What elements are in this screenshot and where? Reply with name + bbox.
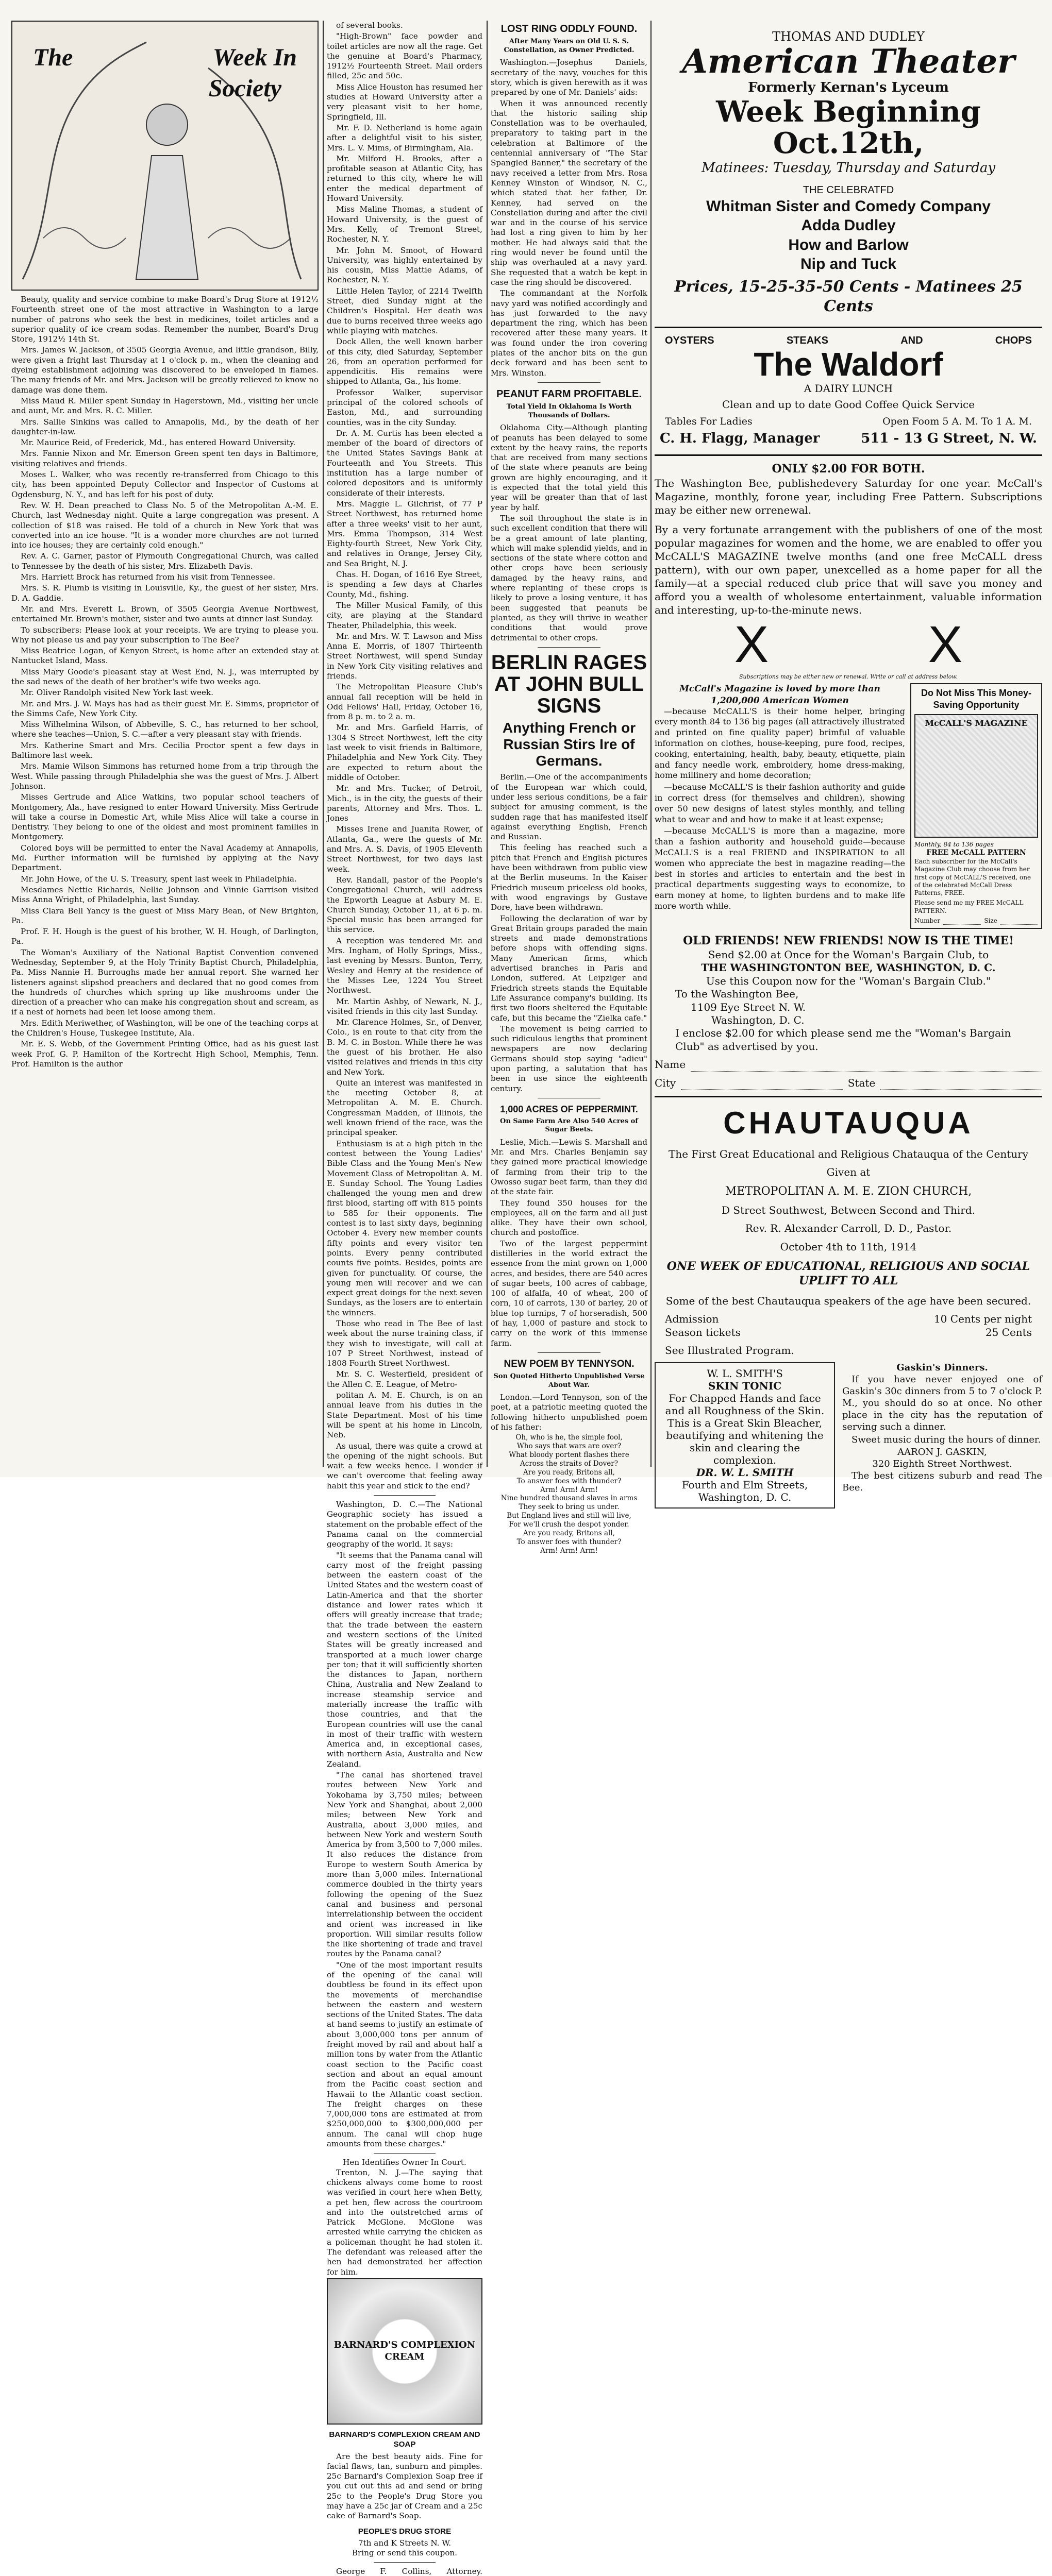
peanut-headline: PEANUT FARM PROFITABLE.: [496, 388, 642, 400]
poem-headline: NEW POEM BY TENNYSON.: [504, 1358, 634, 1369]
celebrated: THE CELEBRATFD: [803, 184, 894, 196]
poem-line: Oh, who is he, the simple fool,: [515, 1433, 623, 1442]
society-item: Mrs. Harriett Brock has returned from his visit from Tennessee.: [21, 572, 275, 582]
name-label: Name: [655, 1058, 686, 1071]
bring-coupon: Bring or send this coupon.: [352, 2548, 458, 2558]
ring-headline: LOST RING ODDLY FOUND.: [500, 23, 638, 35]
city-field[interactable]: [681, 1077, 843, 1090]
cream-text: Are the best beauty aids. Fine for facial flaws, tan, sunburn and pimples. 25c Barnard's Complexion Soap free if you cut out this ad and send or bring 25c to the People's Drug Store you may have a 25c jar of Cream and a 25c cake of Barnard's Soap.: [327, 2451, 482, 2521]
do-not-miss: Do Not Miss This Money-Saving Opportunity: [921, 688, 1031, 710]
society-item: Mrs. Sallie Sinkins was called to Annapolis, Md., by the death of her daughter-in-law.: [11, 417, 319, 436]
canal-paragraph: "It seems that the Panama canal will carry most of the freight passing between the eastern coast of the United States and the western coast of Latin-America and that the shorter distance and lower rates which it offers will greatly increase that trade; that the trade between the eastern and western sections of the United States will be greatly increased and transported at a much lower charge per ton; that it will sufficiently shorten the distances to Japan, northern China, Australia and New Zealand to increase steamship service and materially increase the traffic with those countries, and that the European countries will use the canal in most of their traffic with western America and, in exceptional cases, with northern Asia, Australia and New Zealand.: [327, 1550, 482, 1769]
waldorf-name: The Waldorf: [754, 346, 943, 383]
one-week: ONE WEEK OF EDUCATIONAL, RELIGIOUS AND SOCIAL UPLIFT TO ALL: [666, 1259, 1030, 1287]
loved-by: McCall's Magazine is loved by more than 1,200,000 American Women: [679, 684, 880, 706]
berlin-headline: BERLIN RAGES AT JOHN BULL SIGNS: [491, 651, 647, 717]
society-item: Rev. W. H. Dean preached to Class No. 5 of the Metropolitan A.-M. E. Church, last Wednesday night. Quite a large congregation was present. A collection of $18 was raised. He told of a church in New York that was converted into an ice house. "It is a wonder more churches are not turned into ice houses; they are certainly cold enough.": [11, 500, 319, 550]
tonic-maker: W. L. SMITH'S: [707, 1367, 783, 1380]
society-item: Mr. Milford H. Brooks, after a profitable season at Atlantic City, has returned to this city, where he will enter the medical department of Howard University.: [327, 154, 482, 204]
theater-name: American Theater: [682, 42, 1015, 81]
legal-notice-paragraph: George F. Collins, Attorney.: [336, 2567, 482, 2576]
canal-paragraph: "The canal has shortened travel routes between New York and Yokohama by 3,750 miles; between New York and Shanghai, about 2,000 miles; between New York and Australia, about 3,000 miles, and between New York and western South America by from 3,500 to 7,000 miles. It also reduces the distance from Europe to western South America by more than 5,000 miles. International commerce doubled in the thirty years following the opening of the Suez canal and business and personal interrelationship between the occident and orient was increased in like proportion. Will similar results follow the like shortening of trade and travel routes by the Panama canal?: [327, 1770, 482, 1959]
society-item: Mrs. Fannie Nixon and Mr. Emerson Green spent ten days in Baltimore, visiting relatives and friends.: [11, 449, 319, 468]
column-1: [11, 21, 319, 1463]
article-paragraph: This feeling has reached such a pitch that French and English pictures have been withdrawn from public view at the Berlin museums. In the Kaiser Friedrich museum priceless old books, with wood engravings by Gustave Dore, have been withdrawn.: [491, 843, 647, 912]
poem-line: To answer foes with thunder?: [516, 1477, 622, 1485]
society-item: Mrs. Mamie Wilson Simmons has returned home from a trip through the West. While passing through Philadelphia she was the guest of Mrs. J. Albert Johnson.: [11, 761, 319, 791]
poem-line: They seek to bring us under.: [519, 1503, 620, 1512]
poem-line: To answer foes with thunder?: [516, 1537, 622, 1546]
american-theater-ad: [655, 21, 1042, 320]
article-paragraph: The commandant at the Norfolk navy yard was notified accordingly and has just forwarded to the navy department the ring, which has been recovered after these many years. It was found under the iron covering plates of the anchor bits on the gun deck forward and has been sent to Mrs. Winston.: [491, 289, 647, 378]
first-great: The First Great Educational and Religious Chatauqua of the Century: [668, 1148, 1029, 1161]
tables-ladies: Tables For Ladies: [665, 416, 753, 428]
berlin-article: [491, 772, 647, 1094]
prices: Prices, 15-25-35-50 Cents - Matinees 25 Cents: [674, 277, 1023, 315]
society-item: Mrs. James W. Jackson, of 3505 Georgia Avenue, and little grandson, Billy, were given a fright last Thursday at 1 o'clock p. m., when the cleaning and dyeing establishment adjoining was discovered to be enveloped in flames. The many friends of Mr. and Mrs. Jackson will be greatly relieved to know no damage was done them.: [11, 345, 319, 395]
article-paragraph: The soil throughout the state is in such excellent condition that there will be a great amount of late planting, which will make splendid yields, and in sections of the state where cotton and other crops have been seriously damaged by the heavy rains, and where replanting of these crops is likely to prove a losing venture, it has been suggested that peanuts be planted, as they will thrive in weather conditions that would prove detrimental to other crops.: [491, 513, 647, 642]
ring-subhead: After Many Years on Old U. S. S. Constellation, as Owner Predicted.: [504, 38, 634, 54]
column-rule: [323, 21, 324, 1467]
gaskin-ad: [842, 1362, 1042, 1509]
article-paragraph: Washington.—Josephus Daniels, secretary of the navy, vouches for this story, which is given herewith as it was prepared by one of Mr. Daniels' aids:: [491, 58, 647, 97]
chautauqua-title: CHAUTAUQUA: [723, 1105, 974, 1140]
poem-subhead: Son Quoted Hitherto Unpublished Verse About War.: [493, 1372, 645, 1389]
poem-line: Nine hundred thousand slaves in arms: [500, 1494, 638, 1503]
gaskin-music: Sweet music during the hours of dinner.: [851, 1434, 1041, 1445]
society-item: Dr. A. M. Curtis has been elected a member of the board of directors of the United States Savings Bank at Fourteenth and You Streets. This institution has a large number of colored depositors and is uniformly considerate of their interests.: [327, 428, 482, 498]
waldorf-address: 511 - 13 G Street, N. W.: [861, 430, 1037, 446]
tonic-city: Washington, D. C.: [698, 1491, 792, 1504]
tonic-text: For Chapped Hands and face and all Roughness of the Skin. This is a Great Skin Bleacher, beautifying and whitening the skin and clearing the complexion.: [665, 1392, 825, 1467]
adda-dudley: Adda Dudley: [801, 217, 896, 234]
poem-line: Are you ready, Britons all,: [523, 1529, 615, 1537]
washington-bee: THE WASHINGTONTON BEE, WASHINGTON, D. C.: [701, 961, 996, 974]
peppermint-article: [491, 1138, 647, 1348]
because-item: —because McCALL'S is their home helper, bringing every month 84 to 136 big pages (all attractively illustrated and printed on fine quality paper) brimful of valuable information on clothes, house-keeping, pure food, recipes, cooking, entertaining, health, baby, beauty, etiquette, plain and fancy needle work, embroidery, home dress-making, home millinery and home decoration;: [655, 706, 905, 781]
to-the-bee: To the Washington Bee,: [675, 988, 799, 1001]
d-street: D Street Southwest, Between Second and Third.: [722, 1204, 975, 1216]
size-label: Size: [984, 917, 997, 924]
society-item: Colored boys will be permitted to enter the Naval Academy at Annapolis, Md. Further information will be furnished by applying at the Navy Department.: [11, 843, 319, 873]
drug-store-name: PEOPLE'S DRUG STORE: [358, 2527, 452, 2536]
society-item: Miss Maud R. Miller spent Sunday in Hagerstown, Md., visiting her uncle and aunt, Mr. and Mrs. R. C. Miller.: [11, 396, 319, 416]
mccall-cover: [914, 714, 1038, 838]
society-item: Mesdames Nettie Richards, Nellie Johnson and Vinnie Garrison visited Miss Anna Wright, of Philadelphia, last Sunday.: [11, 885, 319, 905]
gaskin-headline: Gaskin's Dinners.: [896, 1362, 988, 1374]
gaskin-address: 320 Eighth Street Northwest.: [872, 1459, 1012, 1470]
society-item: Mr. and Mrs. Everett L. Brown, of 3505 Georgia Avenue Northwest, entertained Mr. Brown's mother, sister and two aunts at dinner last Sunday.: [11, 604, 319, 624]
steaks-label: STEAKS: [786, 335, 828, 347]
society-item: Mr. E. S. Webb, of the Government Printing Office, had as his guest last week Prof. G. P. Hamilton of the Kortrecht High School, Memphis, Tenn. Prof. Hamilton is the author: [11, 1039, 319, 1069]
society-item: Mr. Maurice Reid, of Frederick, Md., has entered Howard University.: [21, 438, 296, 448]
admission-label: Admission: [665, 1313, 719, 1326]
peanut-subhead: Total Yield In Oklahoma Is Worth Thousands of Dollars.: [506, 403, 632, 419]
nip-tuck: Nip and Tuck: [800, 256, 897, 273]
name-field[interactable]: [691, 1058, 1042, 1071]
peppermint-subhead: On Same Farm Are Also 540 Acres of Sugar Beets.: [500, 1117, 638, 1134]
society-item: The Woman's Auxiliary of the National Baptist Convention convened Wednesday, September 9, at the Holy Trinity Baptist Church, Philadelphia, Pa. Miss Nannie H. Burroughs made her annual report. She warned her listeners against slipshod preachers and declared that no good comes from the hundreds of churches which spring up like mushrooms under the direction of a preacher who can make his congregation shout and scream, as if a nest of hornets had been let loose among them.: [11, 947, 319, 1017]
society-item: Mrs. Katherine Smart and Mrs. Cecilia Proctor spent a few days in Baltimore last week.: [11, 740, 319, 760]
society-item: Misses Irene and Juanita Rower, of Atlanta, Ga., were the guests of Mr. and Mrs. A. S. Davis, of 1905 Eleventh Street Northwest, for two days last week.: [327, 824, 482, 874]
dairy-lunch: A DAIRY LUNCH: [804, 382, 893, 395]
society-item: Moses L. Walker, who was recently re-transferred from Chicago to this city, has been appointed Deputy Collector and Inspector of Customs at Ogdensburg, N. Y., and has left for his post of duty.: [11, 470, 319, 499]
free-pattern: FREE McCALL PATTERN: [926, 849, 1026, 857]
skin-tonic-ad: [655, 1362, 835, 1509]
oysters-label: OYSTERS: [665, 335, 714, 347]
poem-intro: London.—Lord Tennyson, son of the poet, at a patriotic meeting quoted the following hitherto unpublished poem of his father:: [491, 1393, 647, 1432]
and-label: AND: [900, 335, 923, 347]
only-text: The Washington Bee, publishedevery Saturday for one year. McCall's Magazine, monthly, forone year, including Free Pattern. Subscriptions may be either new orrenewal.: [655, 477, 1042, 516]
gaskin-name: AARON J. GASKIN,: [897, 1447, 987, 1458]
season-price: 25 Cents: [985, 1326, 1032, 1338]
society-item: Beauty, quality and service combine to make Board's Drug Store at 1912½ Fourteenth street one of the most attractive in Washington to a large number of patrons who seek the best in medicines, toilet articles and a superior quality of ice cream sodas. Remember the number, Board's Drug Store, 1912½ 14th St.: [11, 295, 319, 344]
masthead-title-word: Society: [208, 75, 281, 102]
theater-owners: THOMAS AND DUDLEY: [772, 29, 925, 44]
society-item: Those who read in The Bee of last week about the nurse training class, if they wish to investigate, will call at 107 P Street Northwest, instead of 1808 Fourth Street Northwest.: [327, 1319, 482, 1368]
monthly-pages: Monthly, 84 to 136 pages: [914, 841, 994, 849]
society-item: Miss Wilhelmina Wilson, of Abbeville, S. C., has returned to her school, where she teaches—Union, S. C.—after a very pleasant stay with friends.: [11, 720, 319, 739]
society-item: Mr. S. C. Westerfield, president of the Allen C. E. League, of Metro-: [327, 1369, 482, 1389]
society-item: "High-Brown" face powder and toilet articles are now all the rage. Get the genuine at Board's Pharmacy, 1912½ Fourteenth Street. Mail orders filled, 25c and 50c.: [327, 31, 482, 81]
society-item: of several books.: [336, 21, 403, 30]
money-saving-box: [910, 683, 1042, 929]
society-item: Miss Mary Goode's pleasant stay at West End, N. J., was interrupted by the sad news of the death of her brother's wife two weeks ago.: [11, 667, 319, 686]
send-two-dollars: Send $2.00 at Once for the Woman's Bargain Club, to: [708, 948, 989, 961]
society-items: [11, 295, 319, 1069]
enclose-text: I enclose $2.00 for which please send me the "Woman's Bargain Club" as advertised by you.: [675, 1027, 1011, 1053]
state-field[interactable]: [880, 1077, 1042, 1090]
chops-label: CHOPS: [995, 335, 1032, 347]
given-at: Given at: [826, 1166, 871, 1179]
arrangement-text: By a very fortunate arrangement with the publishers of one of the most popular magazines for women and the home, we are enabled to offer you McCALL'S MAGAZINE twelve months (and one free McCALL dress pattern), with our own paper, unexcelled as a home paper for all the family—at a special reduced club price that will save you money and afford you a wealth of wholesome entertainment, valuable information and interesting, up-to-the-minute news.: [655, 523, 1042, 616]
society-item: Mr. John Howe, of the U. S. Treasury, spent last week in Philadelphia.: [21, 874, 297, 884]
manager: C. H. Flagg, Manager: [660, 430, 820, 446]
society-item: Mr. and Mrs. Garfield Harris, of 1304 S Street Northwest, left the city last week to visit friends in Baltimore, Philadelphia and New York City. They are expected to return about the middle of October.: [327, 723, 482, 782]
society-item: Prof. F. H. Hough is the guest of his brother, W. H. Hough, of Darlington, Pa.: [11, 927, 319, 946]
column-2: [327, 21, 482, 2576]
society-item: Rev. A. C. Garner, pastor of Plymouth Congregational Church, was called to Tennessee by the death of his sister, Mrs. Elizabeth Davis.: [11, 551, 319, 571]
poem-line: Arm! Arm! Arm!: [540, 1546, 598, 1555]
society-item: Mr. Oliver Randolph visited New York last week.: [21, 688, 213, 698]
admission-price: 10 Cents per night: [933, 1313, 1032, 1326]
x-mark-right: X: [928, 616, 963, 673]
how-barlow: How and Barlow: [788, 236, 909, 253]
gaskin-footer: The best citizens suburb and read The Bee.: [842, 1470, 1042, 1494]
article-paragraph: They found 350 houses for the employees, all on the farm and all just alike. They have their own school, church and postoffice.: [491, 1198, 647, 1238]
gaskin-text: If you have never enjoyed one of Gaskin's 30c dinners from 5 to 7 o'clock P. M., you should do so at once. No other place in the city has the reputation of serving such a dinner.: [842, 1374, 1042, 1432]
peppermint-headline: 1,000 ACRES OF PEPPERMINT.: [500, 1104, 638, 1114]
society-item: Little Helen Taylor, of 2214 Twelfth Street, died Sunday night at the Children's Hospital. Her death was due to burns received three weeks ago while playing with matches.: [327, 286, 482, 335]
tonic-street: Fourth and Elm Streets,: [681, 1479, 808, 1492]
see-program: See Illustrated Program.: [665, 1344, 794, 1357]
poem-line: Arm! Arm! Arm!: [540, 1485, 598, 1494]
poem-line: But England lives and still will live,: [507, 1512, 631, 1520]
use-coupon: Use this Coupon now for the "Woman's Bargain Club.": [706, 974, 991, 987]
number-label: Number: [914, 917, 941, 924]
canal-paragraph: Washington, D. C.—The National Geographic society has issued a statement on the probable effect of the Panama canal on the commercial geography of the world. It says:: [327, 1500, 482, 1549]
society-item: A reception was tendered Mr. and Mrs. Ingham, of Holly Springs, Miss., last evening by Messrs. Bunton, Terry, Wesley and Henry at the residence of the Misses Lee, 1224 You Street Northwest.: [327, 936, 482, 995]
society-masthead-illustration: [11, 21, 319, 291]
article-paragraph: Leslie, Mich.—Lewis S. Marshall and Mr. and Mrs. Charles Benjamin say they gained more practical knowledge of farming from their trip to the Owosso sugar beet farm, than they did at the state fair.: [491, 1137, 647, 1197]
metropolitan-church: METROPOLITAN A. M. E. ZION CHURCH,: [725, 1184, 972, 1198]
society-items-continued: [327, 21, 482, 2576]
number-field[interactable]: [943, 917, 981, 925]
only-two-dollars: ONLY $2.00 FOR BOTH.: [772, 462, 925, 476]
society-item: Mr. F. D. Netherland is home again after a delightful visit to his sister, Mrs. L. V. Mims, of Birmingham, Ala.: [327, 123, 482, 152]
society-item: Mr. and Mrs. J. W. Mays has had as their guest Mr. E. Simms, proprietor of the Simms Cafe, New York City.: [11, 699, 319, 718]
size-field[interactable]: [1000, 917, 1038, 925]
week-beginning: Week Beginning Oct.12th,: [716, 94, 981, 161]
article-paragraph: politan A. M. E. Church, is on an annual leave from his duties in the State Department. Most of his time will be spent at his home in Lincoln, Neb.: [327, 1391, 482, 1440]
ring-article: [491, 58, 647, 378]
eye-street: 1109 Eye Street N. W.: [691, 1001, 806, 1013]
mccall-cover-title: McCALL'S MAGAZINE: [925, 718, 1028, 728]
society-item: Miss Beatrice Logan, of Kenyon Street, is home after an extended stay at Nantucket Island, Mass.: [11, 646, 319, 666]
because-item: —because McCALL'S is their fashion authority and guide in correct dress (for themselves and children), showing over 50 new designs of latest styles monthly, and telling what to wear and and how to make it at least expense;: [655, 782, 905, 824]
season-label: Season tickets: [665, 1326, 741, 1338]
tonic-name: SKIN TONIC: [708, 1380, 782, 1393]
city-label: City: [655, 1076, 676, 1089]
society-item: Mr. and Mrs. Tucker, of Detroit, Mich., is in the city, the guests of their parents, Attorney and Mrs. Thos. L. Jones: [327, 784, 482, 823]
mccall-ad: [655, 462, 1042, 1090]
column-rule: [487, 21, 488, 1467]
whitman-sisters: Whitman Sister and Comedy Company: [706, 197, 991, 215]
cream-headline: BARNARD'S COMPLEXION CREAM AND SOAP: [329, 2430, 480, 2449]
society-item: The Miller Musical Family, of this city, are playing at the Standard Theater, Philadelphia, this week.: [327, 600, 482, 630]
poem-verse: [491, 1433, 647, 1555]
hen-headline: Hen Identifies Owner In Court.: [343, 2158, 466, 2167]
society-item: Mr. and Mrs. W. T. Lawson and Miss Anna E. Morris, of 1807 Thirteenth Street Northwest, will spend Sunday in New York City visiting relatives and friends.: [327, 631, 482, 681]
poem-line: Who says that wars are over?: [516, 1442, 622, 1451]
article-paragraph: The movement is being carried to such ridiculous lengths that prominent newspapers are now declaring Germans should stop saying "adieu" upon parting, a salutation that has been in use since the eighteenth century.: [491, 1024, 647, 1093]
poem-line: What bloody portent flashes there: [509, 1451, 629, 1460]
society-item: Chas. H. Dogan, of 1616 Eye Street, is spending a few days at Charles County, Md., fishing.: [327, 570, 482, 599]
tonic-doctor: DR. W. L. SMITH: [696, 1466, 794, 1479]
clean-line: Clean and up to date Good Coffee Quick Service: [722, 398, 975, 411]
article-paragraph: When it was announced recently that the historic sailing ship Constellation was to be overhauled, preparatory to taking part in the celebration at Baltimore of the centennial anniversary of "The Star Spangled Banner," the secretary of the navy received a letter from Mrs. Rosa Kenney Winston of Windsor, N. C., which stated that her father, Dr. Kenney, had served on the Constellation during and after the civil war and in the course of his service had lost a ring given to him by her mother. He had always said that the ring would never be found until the ship was overhauled at a navy yard. She requested that a watch be kept in case the ring should be discovered.: [491, 98, 647, 287]
society-item: Professor Walker, supervisor principal of the colored schools of Easton, Md., and surrounding counties, was in the city Sunday.: [327, 387, 482, 427]
article-paragraph: Oklahoma City.—Although planting of peanuts has been delayed to some extent by the heavy rains, the reports that are received from many sections of the state where peanuts are being grown are highly encouraging, and it is expected that the total yield this year will be greater than that of last year by half.: [491, 423, 647, 512]
chautauqua-ad: [655, 1104, 1042, 1358]
society-item: Mrs. Edith Meriwether, of Washington, will be one of the teaching corps at the Children's House, Tuskegee Institute, Ala.: [11, 1018, 319, 1038]
society-item: The Metropolitan Pleasure Club's annual fall reception will be held in Odd Fellows' Hall, Friday, October 16, from 8 p. m. to 2 a. m.: [327, 682, 482, 722]
society-item: Misses Gertrude and Alice Watkins, two popular school teachers of Montgomery, Ala., have resigned to enter Howard University. Miss Gertrude will take a course in Domestic Art, while Miss Alice will take a course in Dentistry. They belong to one of the oldest and most prominent families in Montgomery.: [11, 792, 319, 842]
waldorf-ad: [655, 334, 1042, 448]
dates: October 4th to 11th, 1914: [780, 1240, 917, 1253]
article-paragraph: Following the declaration of war by Great Britain groups paraded the main streets and made demonstrations before shops with offending signs. Many American firms, which advertised branches in Paris and London, suffered. At Leipziger and Friedrich streets stands the Equitable Life Assurance company's building. Its first two floors sheltered the Equitable cafe, but this became the "Zielka cafe.": [491, 913, 647, 1023]
society-item: Rev. Randall, pastor of the People's Congregational Church, will address the Epworth League at Asbury M. E. Church Sunday, October 11, at 6 p. m. Special music has been arranged for this service.: [327, 875, 482, 935]
society-item: Mr. John M. Smoot, of Howard University, was highly entertained by his cousin, Miss Mattie Adams, of Rochester, N. Y.: [327, 245, 482, 285]
masthead-title-left: The: [33, 44, 73, 71]
society-item: Mr. Clarence Holmes, Sr., of Denver, Colo., is en route to that city from the B. M. C. in Boston. While there he was the guest of his brother. He also visited relatives and friends in this city and New York.: [327, 1018, 482, 1077]
society-item: To subscribers: Please look at your receipts. We are trying to please you. Why not please us and pay your subscription to The Bee?: [11, 625, 319, 645]
washington-dc: Washington, D. C.: [711, 1013, 805, 1026]
hen-article: Trenton, N. J.—The saying that chickens always come home to roost was verified in court here when Betty, a pet hen, flew across the courtroom and into the outstretched arms of Patrick McGlone. McGlone was arrested while carrying the chicken as a policeman thought he had stolen it. The defendant was released after the hen had demonstrated her affection for him.: [327, 2167, 482, 2277]
state-label: State: [847, 1076, 876, 1089]
because-list: [655, 706, 905, 912]
society-item: Miss Clara Bell Yancy is the guest of Miss Mary Bean, of New Brighton, Pa.: [11, 906, 319, 925]
article-paragraph: Two of the largest peppermint distilleries in the world extract the essence from the mint grown on 1,000 acres, and besides, there are 540 acres of sugar beets, 100 acres of cabbage, 100 of alfalfa, 40 of wheat, 200 of corn, 10 of carrots, 130 of barley, 20 of blue top turnips, 7 of horseradish, 500 of hay, 1,000 of pasture and stock to carry on the work of this immense farm.: [491, 1239, 647, 1348]
article-paragraph: As usual, there was quite a crowd at the opening of the night schools. But wait a few weeks hence. I wonder if we can't overcome that feeling away habit this year and stick to the end?: [327, 1441, 482, 1490]
x-mark-left: X: [734, 616, 769, 673]
society-item: Mrs. S. R. Plumb is visiting in Louisville, Ky., the guest of her sister, Mrs. D. A. Gaddie.: [11, 583, 319, 603]
masthead-title-right: Week In: [212, 44, 297, 71]
send-me-pattern: Please send me my FREE McCALL PATTERN.: [914, 899, 1024, 914]
society-item: Miss Alice Houston has resumed her studies at Howard University after a very pleasant visit to her home, Springfield, Ill.: [327, 82, 482, 122]
poem-line: For we'll crush the despot yonder.: [509, 1520, 629, 1529]
society-item: Enthusiasm is at a high pitch in the contest between the Young Ladies' Bible Class and the Young Men's New Movement Class of Metropolitan A. M. E. Sunday School. The Young Ladies challenged the young men and drew first blood, starting off with 815 points to 585 for their opponents. The contest is to last sixty days, beginning October 4. Every new member counts fifty points and every visitor ten points. Every penny contributed counts five points. Besides, points are given for punctuality. Of course, the young men will recover and we can expect great doings for the next seven Sundays, as the losers are to entertain the winners.: [327, 1139, 482, 1317]
society-item: Dock Allen, the well known barber of this city, died Saturday, September 26, from an operation performed for appendicitis. His remains were shipped to Atlanta, Ga., his home.: [327, 337, 482, 386]
complexion-cream-illustration: [327, 2278, 482, 2425]
peanut-article: [491, 423, 647, 643]
column-rule: [650, 21, 652, 1467]
society-item: Mrs. Maggie L. Gilchrist, of 77 P Street Northwest, has returned home after a three weeks' visit to her aunt, Mrs. Emma Thompson, 314 West Eighty-fourth Street, New York City, and relatives in Orange, Jersey City, and Sea Bright, N. J.: [327, 499, 482, 568]
society-item: Quite an interest was manifested in the meeting October 8, at Metropolitan A. M. E. Church. Congressman Madden, of Illinois, the well known friend of the race, was the principal speaker.: [327, 1078, 482, 1138]
because-item: —because McCALL'S is more than a magazine, more than a fashion authority and household guide—because McCALL'S is a real FRIEND and INSPIRATION to all women who appreciate the best in magazine reading—the best in stories and articles to entertain and the best in practical departments suggesting ways to economize, to earn money at home, to lighten burdens and to make life more worth while.: [655, 826, 905, 911]
speakers: Some of the best Chautauqua speakers of the age have been secured.: [665, 1294, 1031, 1307]
theater-formerly: Formerly Kernan's Lyceum: [748, 79, 949, 95]
article-paragraph: Berlin.—One of the accompaniments of the European war which could, under less serious conditions, be a fair subject for amusing comment, is the sudden rage that has manifested itself against everything English, French and Russian.: [491, 772, 647, 842]
x-note: Subscriptions may be either new or renewal. Write or call at address below.: [739, 673, 958, 680]
cream-illustration-text: BARNARD'S COMPLEXION CREAM: [333, 2340, 476, 2362]
matinees: Matinees: Tuesday, Thursday and Saturday: [701, 160, 996, 176]
poem-line: Are you ready, Britons all,: [523, 1468, 615, 1477]
pastor: Rev. R. Alexander Carroll, D. D., Pastor.: [745, 1222, 952, 1235]
society-item: Miss Maline Thomas, a student of Howard University, is the guest of Mrs. Kelly, of Tremont Street, Rochester, N. Y.: [327, 205, 482, 244]
news-column: [491, 21, 647, 1555]
canal-paragraph: "One of the most important results of the opening of the canal will doubtless be found in its effect upon the movements of merchandise between the eastern and western sections of the United States. The data at hand seems to justify an estimate of about 3,000,000 tons per annum of freight moved by rail and about half a million tons by water from the Atlantic coast section to the Pacific coast section and about an equal amount from the Pacific coast section and Hawaii to the Atlantic coast section. The freight charges on these 7,000,000 tons are estimated at from $250,000,000 to $300,000,000 per annum. The canal will chop huge amounts from these charges.": [327, 1960, 482, 2149]
berlin-subhead: Anything French or Russian Stirs Ire of Germans.: [502, 719, 636, 769]
society-item: Mr. Martin Ashby, of Newark, N. J., visited friends in this city last Sunday.: [327, 996, 482, 1016]
drug-store-address: 7th and K Streets N. W.: [358, 2538, 452, 2548]
old-new-friends: OLD FRIENDS! NEW FRIENDS! NOW IS THE TIME!: [683, 934, 1014, 948]
ads-column: [655, 21, 1042, 1504]
poem-line: Across the straits of Dover?: [520, 1459, 618, 1468]
pattern-text: Each subscriber for the McCall's Magazine Club may choose from her first copy of McCALL'S received, one of the celebrated McCall Dress Patterns, FREE.: [914, 858, 1031, 897]
open-hours: Open Foom 5 A. M. To 1 A. M.: [882, 416, 1032, 428]
